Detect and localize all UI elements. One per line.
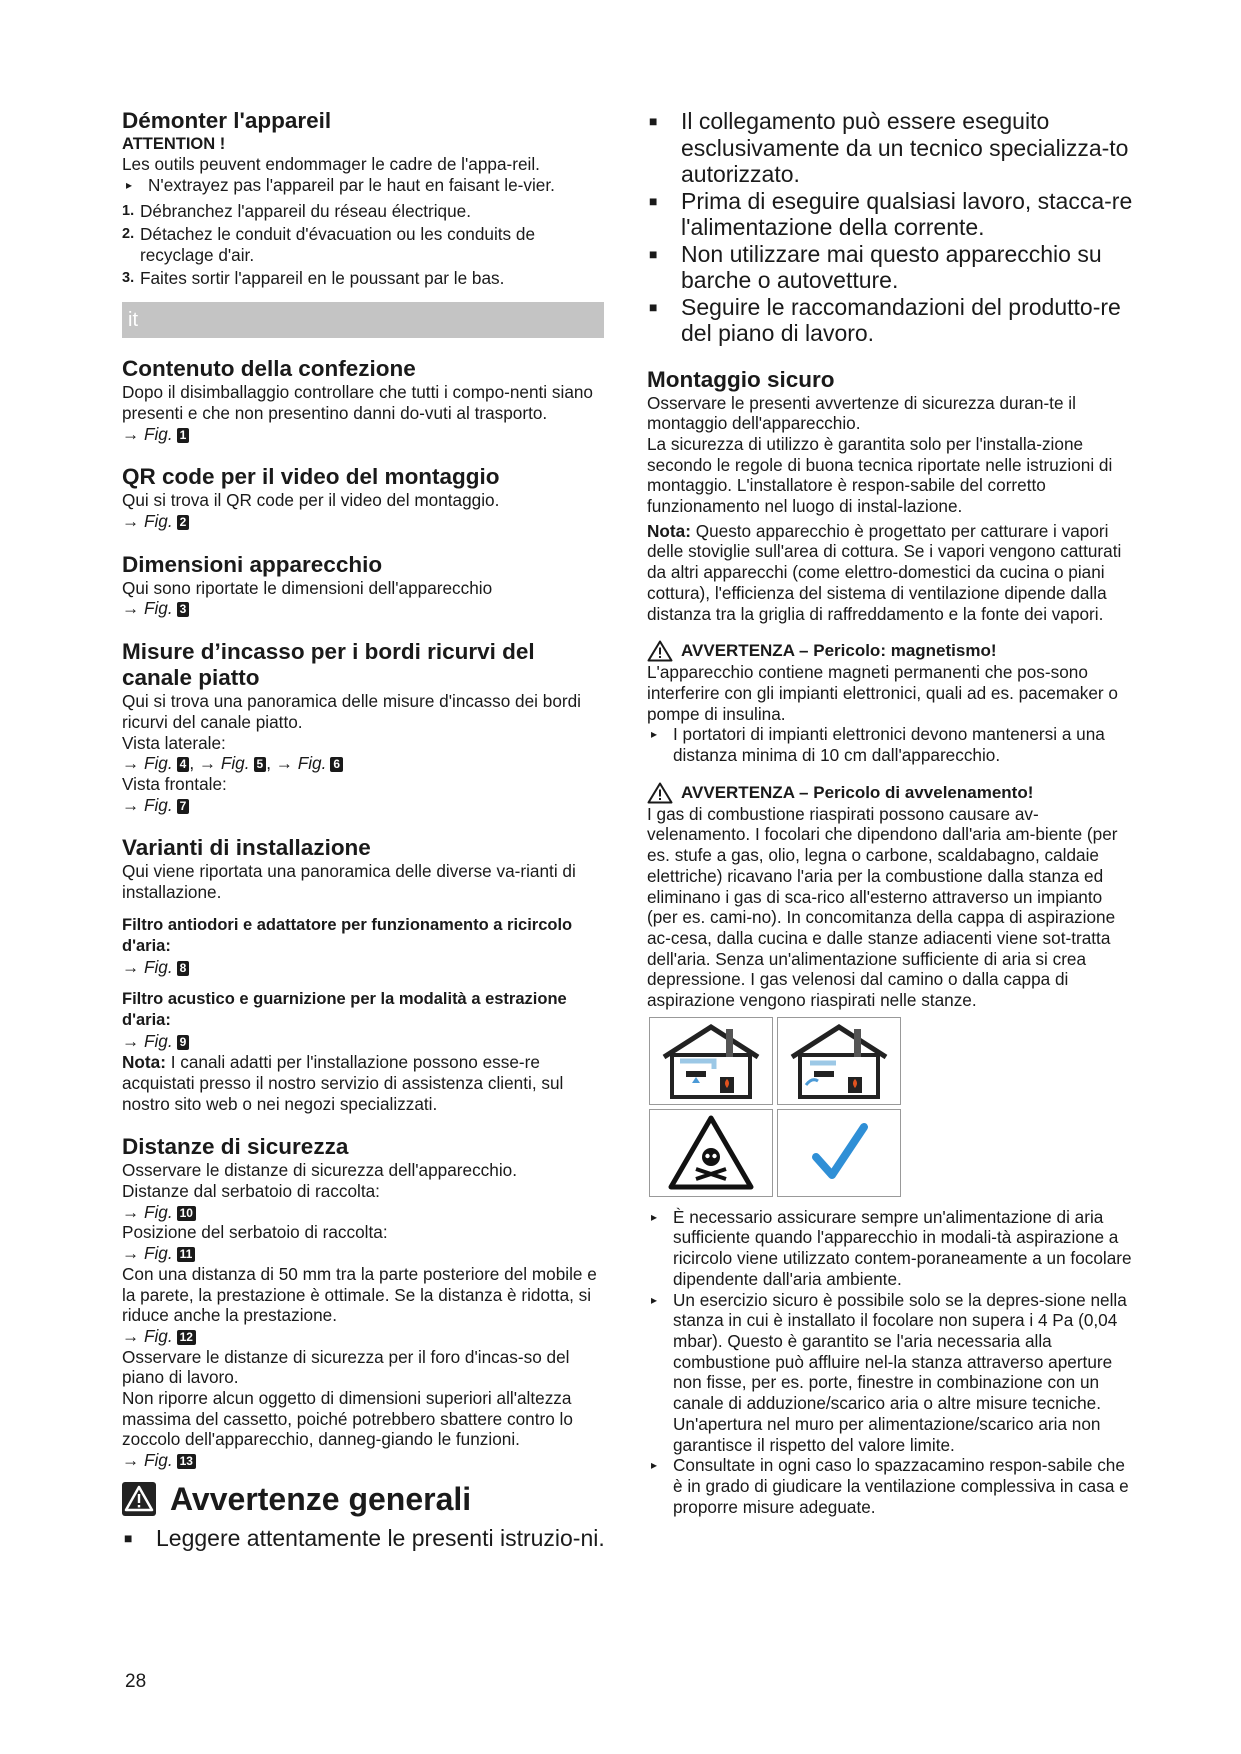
safety-text: Non riporre alcun oggetto di dimensioni superiori all'altezza massima del cassetto, poiché potrebbero sbattere contro lo zoccolo dell'apparecchio, danneg-giando le funzioni.	[122, 1388, 573, 1450]
warning-triangle-icon	[647, 782, 673, 804]
warning-poisoning-title: AVVERTENZA – Pericolo di avvelenamento!	[681, 782, 1034, 802]
section-text-variants: Qui viene riportata una panoramica delle diverse va-rianti di installazione.	[122, 861, 576, 903]
list-item: ■ Prima di eseguire qualsiasi lavoro, stacca-re l'alimentazione della corrente.	[649, 187, 1133, 240]
bullet-arrow-icon: ▸	[651, 727, 658, 742]
fig-ref: → Fig. 4 , → Fig. 5 , → Fig. 6	[122, 753, 607, 774]
warning-icon	[122, 1482, 156, 1516]
checkmark-icon	[777, 1109, 901, 1197]
language-bar	[122, 302, 604, 338]
safety-text: Distanze dal serbatoio di raccolta:	[122, 1180, 380, 1201]
right-column	[647, 108, 1137, 1517]
square-bullet-icon: ■	[649, 192, 658, 209]
general-warnings-title: Avvertenze generali	[170, 1480, 472, 1517]
section-title-variants: Varianti di installazione	[122, 835, 371, 861]
section-title-contents: Contenuto della confezione	[122, 356, 416, 382]
general-warnings-continued	[647, 108, 1137, 347]
fr-step: 1. Débranchez l'appareil du réseau électrique.	[122, 201, 472, 222]
left-column	[122, 108, 607, 1551]
house-recirculation-fire-pictogram	[777, 1017, 901, 1105]
fig-ref: → Fig. 8	[122, 957, 607, 978]
section-text-qr: Qui si trova il QR code per il video del montaggio.	[122, 490, 500, 511]
fig-ref: → Fig. 3	[122, 598, 607, 619]
section-title-qr: QR code per il video del montaggio	[122, 464, 500, 490]
safety-text: Con una distanza di 50 mm tra la parte posteriore del mobile e la parete, la prestazione è ottimale. Se la distanza è ridotta, si riduce anche la prestazione.	[122, 1263, 597, 1326]
fig-ref: → Fig. 2	[122, 511, 607, 532]
fr-attention-text: Les outils peuvent endommager le cadre de l'appa-reil.	[122, 154, 540, 174]
warning-magnetism-bullet: ▸ I portatori di impianti elettronici devono mantenersi a una distanza minima di 10 cm dall'apparecchio.	[647, 724, 1137, 765]
list-item: ■ Il collegamento può essere eseguito esclusivamente da un tecnico specializza-to autorizzato.	[649, 108, 1129, 187]
list-item: ■ Leggere attentamente le presenti istruzio-ni.	[124, 1524, 605, 1551]
list-item: ■ Non utilizzare mai questo apparecchio su barche o autovetture.	[649, 240, 1102, 293]
fig-ref: → Fig. 13	[122, 1450, 607, 1471]
warning-poisoning-header	[647, 782, 1137, 804]
warning-magnetism-header	[647, 640, 1137, 662]
house-exhaust-fire-pictogram	[649, 1017, 773, 1105]
warning-triangle-icon	[647, 640, 673, 662]
section-title-safe-mounting: Montaggio sicuro	[647, 366, 835, 392]
mounting-text: Osservare le presenti avvertenze di sicurezza duran-te il montaggio dell'apparecchio.	[647, 392, 1076, 434]
section-title-dimensions: Dimensioni apparecchio	[122, 551, 383, 577]
fr-steps-list	[122, 201, 607, 288]
fr-bullet: ▸ N'extrayez pas l'appareil par le haut en faisant le-vier.	[122, 175, 607, 196]
front-view-label: Vista frontale:	[122, 773, 227, 794]
section-text-contents: Dopo il disimballaggio controllare che tutti i compo-nenti siano presenti e che non presentino danni do-vuti al trasporto.	[122, 382, 593, 423]
warning-magnetism-text: L'apparecchio contiene magneti permanenti che pos-sono interferire con gli impianti elettronici, quali ad es. pacemaker o pompe di insulina.	[647, 662, 1118, 724]
fr-attention-label: ATTENTION !	[122, 135, 226, 153]
ventilation-bullet: ▸ È necessario assicurare sempre un'alimentazione di aria sufficiente quando l'apparecchio in modali-tà aspirazione a ricircolo viene utilizzato contem-poraneamente a un focolare dipendente dall'aria ambiente.	[647, 1207, 1137, 1290]
subsection-title-extraction: Filtro acustico e guarnizione per la modalità a estrazione d'aria:	[122, 990, 567, 1030]
lateral-view-label: Vista laterale:	[122, 732, 226, 753]
general-warnings-header	[122, 1481, 607, 1517]
safety-text: Osservare le distanze di sicurezza dell'apparecchio.	[122, 1160, 517, 1181]
fr-step: 2. Détachez le conduit d'évacuation ou les conduits de recyclage d'air.	[122, 224, 536, 265]
bullet-arrow-icon: ▸	[126, 177, 133, 192]
warning-magnetism-title: AVVERTENZA – Pericolo: magnetismo!	[681, 641, 997, 661]
bullet-arrow-icon: ▸	[651, 1209, 658, 1224]
fig-ref: → Fig. 1	[122, 424, 607, 445]
variants-note: Nota: I canali adatti per l'installazione possono esse-re acquistati presso il nostro servizio di assistenza clienti, sul nostro sito web o nei negozi specializzati.	[122, 1052, 564, 1114]
square-bullet-icon: ■	[124, 1529, 133, 1546]
poison-hazard-pictogram	[649, 1109, 773, 1197]
ventilation-pictograms	[649, 1017, 1137, 1197]
page-number: 28	[125, 1671, 147, 1692]
safety-text: Posizione del serbatoio di raccolta:	[122, 1222, 388, 1243]
ventilation-bullet: ▸ Consultate in ogni caso lo spazzacamino respon-sabile che è in grado di giudicare la ventilazione complessiva in casa e proporre misure adeguate.	[647, 1455, 1137, 1517]
fr-step: 3. Faites sortir l'appareil en le poussant par le bas.	[122, 267, 505, 288]
mounting-text: La sicurezza di utilizzo è garantita solo per l'installa-zione secondo le regole di buona tecnica riportate nelle istruzioni di montaggio. L'installatore è respon-sabile del corretto funzionamento nel luogo di instal-lazione.	[647, 433, 1113, 517]
language-code: it	[128, 309, 138, 332]
safety-text: Osservare le distanze di sicurezza per il foro d'incas-so del piano di lavoro.	[122, 1346, 570, 1388]
section-title-recess: Misure d’incasso per i bordi ricurvi del canale piatto	[122, 639, 535, 691]
square-bullet-icon: ■	[649, 113, 658, 129]
list-item: ■ Seguire le raccomandazioni del produtto-re del piano di lavoro.	[649, 293, 1121, 346]
ventilation-bullet: ▸ Un esercizio sicuro è possibile solo se la depres-sione nella stanza in cui è installato il focolare non supera i 4 Pa (0,04 mbar). Questo è garantito se l'aria necessaria alla combustione può affluire nel-la stanza attraverso aperture non fisse, per es. porte, finestre in combinazione con un canale di adduzione/scarico aria o altre misure tecniche. Un'apertura nel muro per alimentazione/scarico aria non garantisce il rispetto del valore limite.	[647, 1290, 1137, 1456]
fig-ref: → Fig. 10	[122, 1202, 607, 1223]
fig-ref: → Fig. 11	[122, 1243, 607, 1264]
section-title-safety-distances: Distanze di sicurezza	[122, 1134, 349, 1160]
subsection-title-recirculation: Filtro antiodori e adattatore per funzionamento a ricircolo d'aria:	[122, 915, 573, 955]
fig-ref: → Fig. 12	[122, 1326, 607, 1347]
fr-section-title: Démonter l'appareil	[122, 108, 332, 133]
section-text-recess: Qui si trova una panoramica delle misure d'incasso dei bordi ricurvi del canale piatto.	[122, 691, 581, 732]
warning-poisoning-text: I gas di combustione riaspirati possono causare av-velenamento. I focolari che dipendono dall'aria am-biente (per es. stufe a gas, olio, legna o carbone, scaldabagno, caldaie elettriche) ricavano l'aria per la combustione dalla stanza ed eliminano i gas di sca-rico all'esterno attraverso un impianto (per es. cami-no). In concomitanza della cappa di aspirazione ac-cesa, dalla cucina e dalle stanze adiacenti viene sot-tratta dell'aria. Senza un'alimentazione sufficiente di aria si crea depressione. I gas velenosi dal camino o dalla cappa di aspirazione vengono riaspirati nelle stanze.	[647, 803, 1118, 1011]
square-bullet-icon: ■	[649, 298, 658, 315]
bullet-arrow-icon: ▸	[651, 1458, 658, 1473]
section-text-dimensions: Qui sono riportate le dimensioni dell'apparecchio	[122, 577, 493, 598]
bullet-arrow-icon: ▸	[651, 1292, 658, 1307]
general-warnings-list	[122, 1525, 607, 1552]
fig-ref: → Fig. 9	[122, 1031, 607, 1052]
mounting-note: Nota: Questo apparecchio è progettato per catturare i vapori delle stoviglie sull'area di cottura. Se i vapori vengono catturati da altri apparecchi (come elettro-domestici da cucina o piani cottura), l'efficienza del sistema di ventilazione dipende dalla distanza tra la griglia di raffreddamento e la fonte dei vapori.	[647, 520, 1122, 624]
square-bullet-icon: ■	[649, 245, 658, 262]
fig-ref: → Fig. 7	[122, 795, 607, 816]
